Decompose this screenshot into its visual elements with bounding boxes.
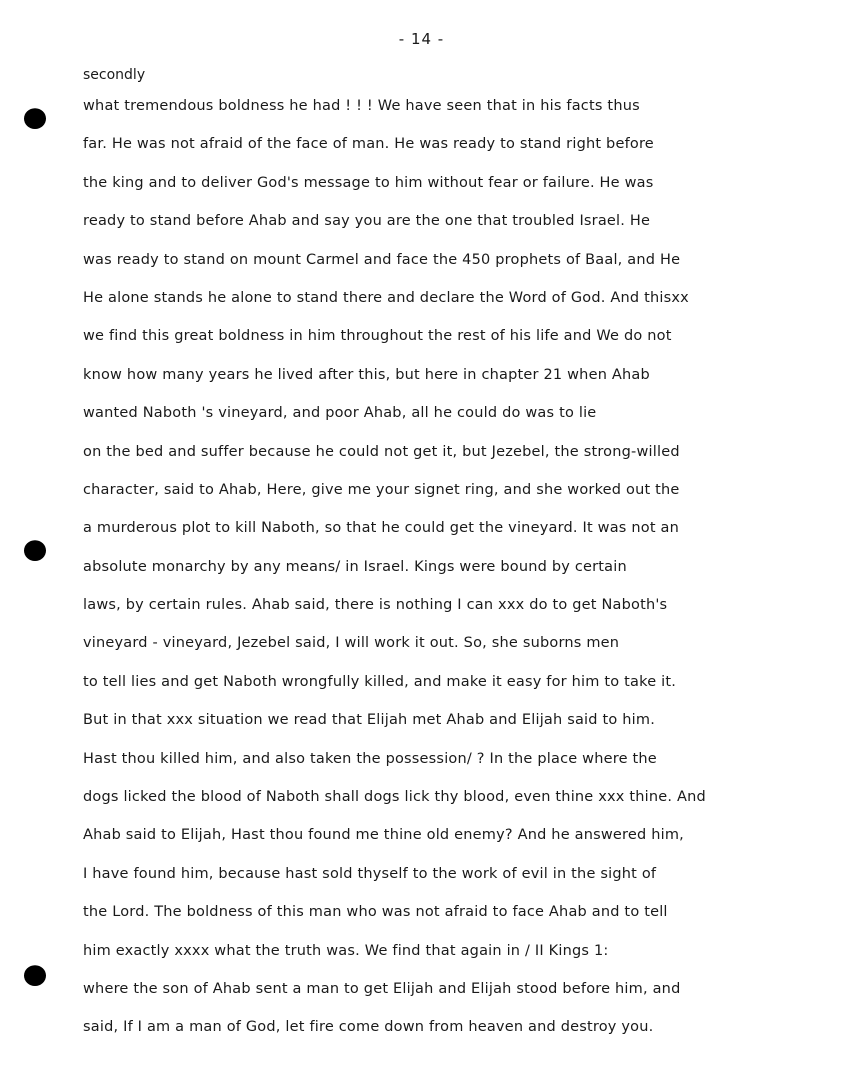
inserted-word: secondly bbox=[83, 67, 146, 83]
text-line: we find this great boldness in him throughout the rest of his life and We do not bbox=[83, 328, 672, 345]
text-line: vineyard - vineyard, Jezebel said, I will work it out. So, she suborns men bbox=[83, 635, 620, 652]
text-line: the Lord. The boldness of this man who was not afraid to face Ahab and to tell bbox=[83, 904, 668, 921]
text-line: absolute monarchy by any means/ in Israel. Kings were bound by certain bbox=[83, 558, 627, 575]
text-line: said, If I am a man of God, let fire come down from heaven and destroy you. bbox=[83, 1019, 654, 1036]
text-line: far. He was not afraid of the face of man. He was ready to stand right before bbox=[83, 136, 654, 153]
text-line: He alone stands he alone to stand there and declare the Word of God. And thisxx bbox=[83, 289, 689, 306]
text-line: to tell lies and get Naboth wrongfully killed, and make it easy for him to take it. bbox=[83, 673, 677, 690]
text-line: what tremendous boldness he had ! ! ! We have seen that in his facts thus bbox=[83, 98, 640, 114]
punch-hole-mark bbox=[24, 535, 46, 561]
text-line: a murderous plot to kill Naboth, so that he could get the vineyard. It was not an bbox=[83, 520, 680, 537]
text-line: Hast thou killed him, and also taken the possession/ ? In the place where the bbox=[83, 750, 657, 767]
text-line: on the bed and suffer because he could not get it, but Jezebel, the strong-willed bbox=[83, 443, 680, 460]
page-number: - 14 - bbox=[398, 30, 445, 48]
text-line: him exactly xxxx what the truth was. We find that again in / II Kings 1: bbox=[83, 942, 609, 959]
text-line: ready to stand before Ahab and say you are the one that troubled Israel. He bbox=[83, 213, 651, 230]
text-line: where the son of Ahab sent a man to get Elijah and Elijah stood before him, and bbox=[83, 980, 681, 997]
body-text bbox=[83, 87, 803, 1047]
text-line: the king and to deliver God's message to him without fear or failure. He was bbox=[83, 174, 654, 191]
text-line: laws, by certain rules. Ahab said, there is nothing I can xxx do to get Naboth's bbox=[83, 597, 668, 614]
text-line: Ahab said to Elijah, Hast thou found me thine old enemy? And he answered him, bbox=[83, 827, 684, 844]
text-line: But in that xxx situation we read that Elijah met Ahab and Elijah said to him. bbox=[83, 712, 656, 729]
text-line: character, said to Ahab, Here, give me your signet ring, and she worked out the bbox=[83, 481, 680, 498]
text-line: know how many years he lived after this, but here in chapter 21 when Ahab bbox=[83, 366, 650, 383]
punch-hole-mark bbox=[24, 960, 46, 986]
text-line: dogs licked the blood of Naboth shall dogs lick thy blood, even thine xxx thine. And bbox=[83, 789, 706, 806]
text-line: wanted Naboth 's vineyard, and poor Ahab, all he could do was to lie bbox=[83, 405, 597, 422]
punch-hole-mark bbox=[24, 103, 46, 129]
text-line: I have found him, because hast sold thyself to the work of evil in the sight of bbox=[83, 865, 657, 882]
text-line: was ready to stand on mount Carmel and face the 450 prophets of Baal, and He bbox=[83, 251, 681, 268]
